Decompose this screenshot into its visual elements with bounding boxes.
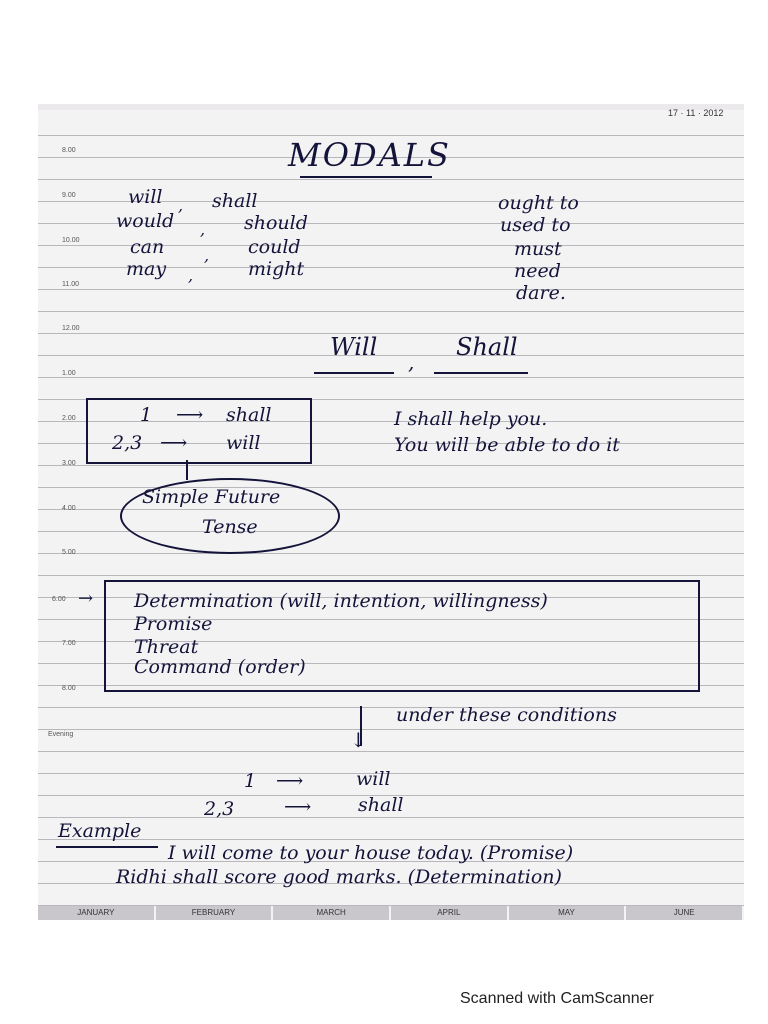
- modal-word: would: [116, 210, 175, 232]
- comma-mark: ,: [188, 266, 194, 285]
- heading-underline: [434, 372, 528, 374]
- rule-modal: will: [226, 432, 261, 454]
- heading-comma: ,: [408, 350, 415, 374]
- arrow-marker-icon: →: [78, 588, 94, 609]
- time-mark: 8.00: [62, 685, 76, 692]
- modal-word: could: [248, 236, 301, 258]
- connector-line: [186, 460, 188, 480]
- condition-item: Determination (will, intention, willingness): [134, 590, 548, 612]
- month-label: MAY: [509, 906, 627, 920]
- arrow-right-icon: ⟶: [160, 432, 188, 454]
- time-mark: 10.00: [62, 237, 80, 244]
- month-label: FEBRUARY: [156, 906, 274, 920]
- modal-word: should: [244, 212, 308, 234]
- time-mark: 7.00: [62, 640, 76, 647]
- tense-label: Simple Future: [142, 486, 281, 508]
- modal-word: shall: [212, 190, 258, 212]
- arrow-right-icon: ⟶: [276, 770, 304, 792]
- month-label: JANUARY: [38, 906, 156, 920]
- time-mark: 11.00: [62, 281, 79, 288]
- comma-mark: ,: [178, 196, 184, 215]
- modal-word: ought to: [498, 192, 579, 214]
- time-mark: 1.00: [62, 370, 76, 377]
- example-sentence: You will be able to do it: [394, 434, 620, 456]
- example-underline: [56, 846, 158, 848]
- modal-word: can: [130, 236, 165, 258]
- time-mark: 2.00: [62, 415, 76, 422]
- down-arrow-icon: ↓: [350, 728, 367, 752]
- condition-item: Promise: [134, 613, 213, 635]
- arrow-right-icon: ⟶: [176, 404, 204, 426]
- example-sentence: Ridhi shall score good marks. (Determination): [116, 866, 562, 888]
- page-title: MODALS: [288, 136, 451, 174]
- month-label: JUNE: [626, 906, 744, 920]
- rule-person: 2,3: [204, 798, 235, 820]
- conditions-caption: under these conditions: [396, 704, 617, 726]
- modal-word: might: [248, 258, 305, 280]
- time-mark: 6.00: [52, 596, 66, 603]
- modal-word: may: [126, 258, 167, 280]
- month-label: MARCH: [273, 906, 391, 920]
- month-strip: [38, 906, 744, 920]
- time-mark: 8.00: [62, 147, 76, 154]
- time-mark: Evening: [48, 731, 74, 738]
- comma-mark: ,: [200, 220, 206, 239]
- heading-will: Will: [330, 333, 378, 361]
- scanner-watermark: Scanned with CamScanner: [460, 990, 654, 1007]
- time-mark: 12.00: [62, 325, 80, 332]
- condition-item: Command (order): [134, 656, 306, 678]
- example-sentence: I shall help you.: [394, 408, 548, 430]
- heading-underline: [314, 372, 394, 374]
- condition-item: Threat: [134, 636, 199, 658]
- modal-word: must: [514, 238, 562, 260]
- modal-word: used to: [500, 214, 571, 236]
- modal-word: dare.: [516, 282, 566, 304]
- example-sentence: I will come to your house today. (Promise): [168, 842, 574, 864]
- rule-person: 1: [244, 770, 257, 792]
- rule-person: 1: [140, 404, 153, 426]
- month-label: APRIL: [391, 906, 509, 920]
- page-date: 17 · 11 · 2012: [668, 108, 724, 118]
- rule-modal: shall: [226, 404, 272, 426]
- modal-word: need: [514, 260, 561, 282]
- modal-word: will: [128, 186, 163, 208]
- time-mark: 3.00: [62, 460, 76, 467]
- title-underline: [300, 176, 432, 178]
- example-label: Example: [58, 820, 142, 842]
- time-mark: 9.00: [62, 192, 76, 199]
- heading-shall: Shall: [456, 333, 518, 361]
- comma-mark: ,: [204, 246, 210, 265]
- rule-person: 2,3: [112, 432, 143, 454]
- tense-label: Tense: [202, 516, 258, 538]
- time-mark: 5.00: [62, 549, 76, 556]
- rule-modal: will: [356, 768, 391, 790]
- arrow-right-icon: ⟶: [284, 796, 312, 818]
- rule-modal: shall: [358, 794, 404, 816]
- time-mark: 4.00: [62, 505, 76, 512]
